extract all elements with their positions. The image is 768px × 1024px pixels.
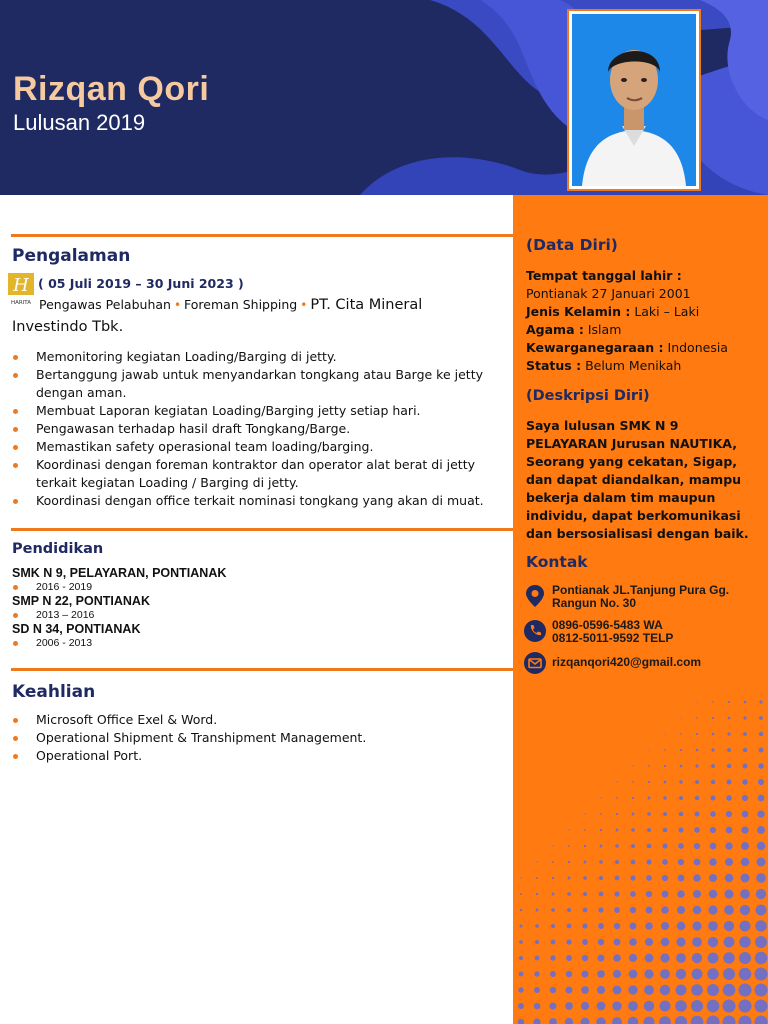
personal-data-title: (Data Diri) — [526, 236, 618, 254]
gender-label: Jenis Kelamin : — [526, 304, 631, 319]
school-years: 2013 – 2016 — [12, 608, 412, 622]
school-years: 2006 - 2013 — [12, 636, 412, 650]
list-item: Memastikan safety operasional team loading/barging. — [12, 438, 497, 456]
address-line-1: Pontianak JL.Tanjung Pura Gg. — [552, 583, 730, 597]
list-item: Memonitoring kegiatan Loading/Barging di jetty. — [12, 348, 497, 366]
section-divider — [11, 668, 513, 671]
location-pin-icon — [523, 584, 547, 608]
logo-text: HARITA — [10, 300, 32, 306]
gender-value: Laki – Laki — [634, 304, 700, 319]
role-pengawas: Pengawas Pelabuhan — [39, 297, 171, 312]
description-title: (Deskripsi Diri) — [526, 388, 650, 404]
list-item: Operational Port. — [12, 747, 497, 765]
list-item: Koordinasi dengan office terkait nominasi tongkang yang akan di muat. — [12, 492, 497, 510]
candidate-name: Rizqan Qori — [13, 70, 210, 108]
skills-list — [12, 711, 497, 765]
education-title: Pendidikan — [12, 541, 104, 557]
email-icon — [523, 651, 547, 675]
status-label: Status : — [526, 358, 582, 373]
company-name: PT. Cita Mineral Investindo Tbk. — [12, 297, 423, 335]
section-divider — [11, 528, 513, 531]
experience-period: ( 05 Juli 2019 – 30 Juni 2023 ) — [38, 276, 244, 291]
birth-label: Tempat tanggal lahir : — [526, 268, 682, 283]
dot-pattern-decoration — [513, 694, 768, 1024]
citizenship-value: Indonesia — [667, 340, 728, 355]
school-name: SMK N 9, PELAYARAN, PONTIANAK — [12, 566, 227, 580]
profile-photo — [567, 9, 701, 191]
phone-telp[interactable]: 0812-5011-9592 TELP — [552, 631, 674, 645]
description-text: Saya lulusan SMK N 9 PELAYARAN Jurusan NAUTIKA, Seorang yang cekatan, Sigap, dan dapat diandalkan, mampu bekerja dalam tim maupun individu, dapat berkomunikasi dan bersosialisasi dengan baik. — [526, 418, 749, 541]
list-item: Operational Shipment & Transhipment Management. — [12, 729, 497, 747]
experience-title: Pengalaman — [12, 246, 131, 266]
education-list — [12, 566, 412, 650]
address-line-2: Rangun No. 30 — [552, 596, 637, 610]
skills-title: Keahlian — [12, 682, 96, 702]
school-name: SMP N 22, PONTIANAK — [12, 594, 150, 608]
school-years: 2016 - 2019 — [12, 580, 412, 594]
citizenship-label: Kewarganegaraan : — [526, 340, 664, 355]
candidate-subtitle: Lulusan 2019 — [13, 110, 146, 135]
sidebar — [513, 195, 768, 1024]
list-item: Koordinasi dengan foreman kontraktor dan operator alat berat di jetty terkait kegiatan Loading / Barging di jetty. — [12, 456, 497, 492]
section-divider — [11, 234, 513, 237]
email-address[interactable]: rizqanqori420@gmail.com — [552, 655, 702, 669]
list-item: Membuat Laporan kegiatan Loading/Barging jetty setiap hari. — [12, 402, 497, 420]
personal-data — [526, 267, 766, 375]
religion-label: Agama : — [526, 322, 584, 337]
status-value: Belum Menikah — [585, 358, 682, 373]
list-item: Bertanggung jawab untuk menyandarkan tongkang atau Barge ke jetty dengan aman. — [12, 366, 497, 402]
phone-icon — [523, 619, 547, 643]
list-item: Microsoft Office Exel & Word. — [12, 711, 497, 729]
school-name: SD N 34, PONTIANAK — [12, 622, 141, 636]
list-item: Pengawasan terhadap hasil draft Tongkang/Barge. — [12, 420, 497, 438]
header-banner — [0, 0, 768, 195]
contact-title: Kontak — [526, 553, 588, 571]
birth-value: Pontianak 27 Januari 2001 — [526, 286, 691, 301]
experience-role: Pengawas Pelabuhan • Foreman Shipping • PT. Cita Mineral Investindo Tbk. — [12, 297, 423, 335]
phone-wa[interactable]: 0896-0596-5483 WA — [552, 618, 663, 632]
role-foreman: Foreman Shipping — [184, 297, 298, 312]
experience-task-list — [12, 348, 497, 510]
religion-value: Islam — [587, 322, 622, 337]
svg-text:H: H — [13, 275, 29, 296]
